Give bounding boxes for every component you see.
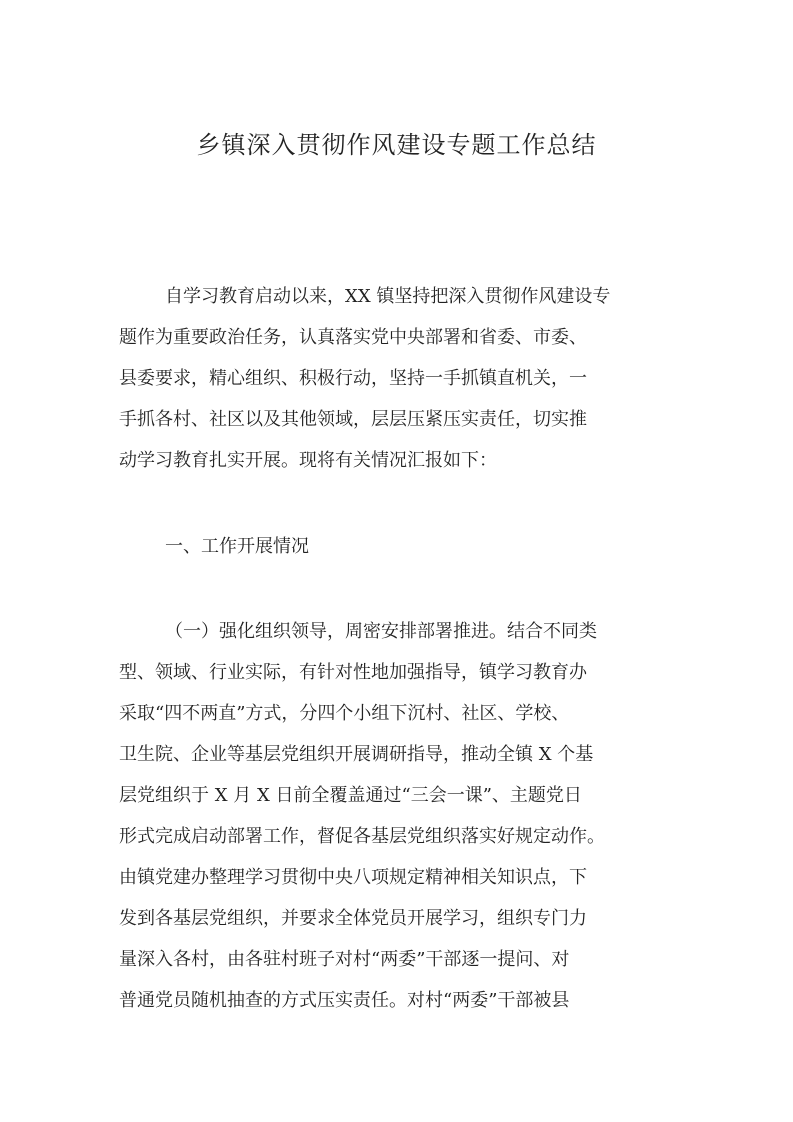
- text-line: 量深入各村，由各驻村班子对村“两委”干部逐一提问、对: [119, 949, 570, 970]
- section1-paragraph: [119, 611, 675, 1021]
- text-line: 题作为重要政治任务，认真落实党中央部署和省委、市委、: [119, 327, 587, 348]
- intro-paragraph: [119, 276, 675, 481]
- text-line: 形式完成启动部署工作，督促各基层党组织落实好规定动作。: [119, 826, 605, 847]
- text-line: 采取“四不两直”方式，分四个小组下沉村、社区、学校、: [119, 703, 570, 724]
- text-line: 层党组织于 X 月 X 日前全覆盖通过“三会一课”、主题党日: [119, 785, 582, 806]
- text-line: 型、领域、行业实际，有针对性地加强指导，镇学习教育办: [119, 662, 587, 683]
- text-line: （一）强化组织领导，周密安排部署推进。结合不同类: [165, 621, 597, 642]
- text-line: 手抓各村、社区以及其他领域，层层压紧压实责任，切实推: [119, 409, 587, 430]
- text-line: 由镇党建办整理学习贯彻中央八项规定精神相关知识点，下: [119, 867, 587, 888]
- section-heading: [119, 526, 675, 567]
- text-line: 县委要求，精心组织、积极行动，坚持一手抓镇直机关，一: [119, 368, 587, 389]
- text-line: 普通党员随机抽查的方式压实责任。对村“两委”干部被县: [119, 990, 570, 1011]
- text-line: 卫生院、企业等基层党组织开展调研指导，推动全镇 X 个基: [119, 744, 594, 765]
- text-line: 发到各基层党组织，并要求全体党员开展学习，组织专门力: [119, 908, 587, 929]
- text-line: 动学习教育扎实开展。现将有关情况汇报如下：: [119, 450, 497, 471]
- document-title: 乡镇深入贯彻作风建设专题工作总结: [196, 131, 597, 159]
- text-line: 自学习教育启动以来，XX 镇坚持把深入贯彻作风建设专: [165, 286, 611, 307]
- section-heading-text: 一、工作开展情况: [165, 536, 309, 557]
